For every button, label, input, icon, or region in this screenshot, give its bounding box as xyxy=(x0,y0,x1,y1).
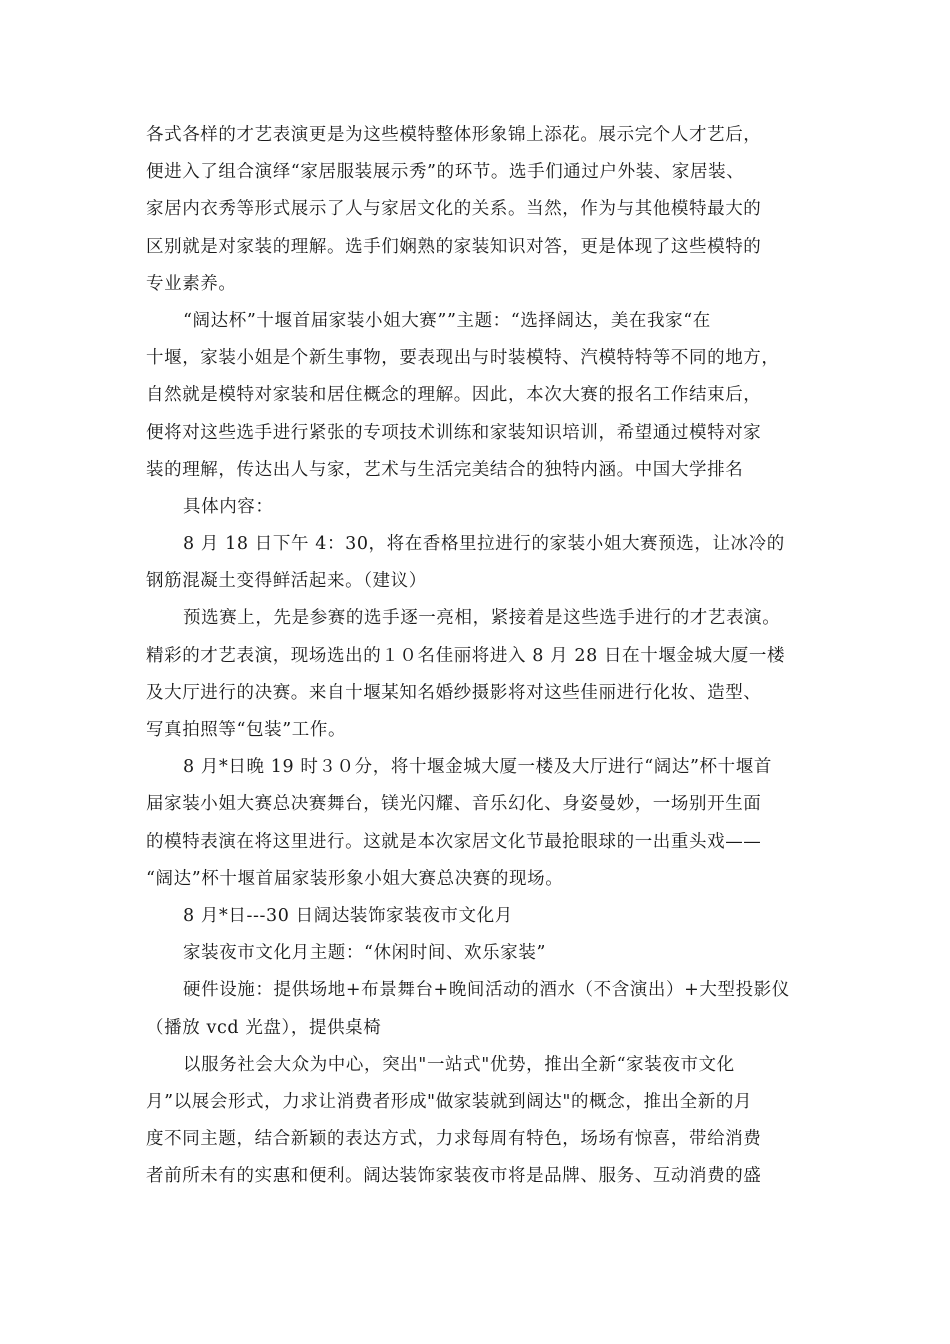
paragraph-line: 家装夜市文化月主题：“休闲时间、欢乐家装” xyxy=(183,943,546,964)
paragraph-line: 硬件设施：提供场地+布景舞台+晚间活动的酒水（不含演出）+大型投影仪 xyxy=(183,980,790,1001)
paragraph-line: 8 月*日晚 19 时３０分，将十堰金城大厦一楼及大厅进行“阔达”杯十堰首 xyxy=(183,757,772,778)
paragraph-line: 及大厅进行的决赛。来自十堰某知名婚纱摄影将对这些佳丽进行化妆、造型、 xyxy=(146,682,762,703)
paragraph-line: 便进入了组合演绎“家居服装展示秀”的环节。选手们通过户外装、家居装、 xyxy=(146,162,745,183)
section-heading: 具体内容： xyxy=(183,496,274,517)
paragraph-line: 自然就是模特对家装和居住概念的理解。因此，本次大赛的报名工作结束后， xyxy=(146,385,762,406)
paragraph-line: 写真拍照等“包装”工作。 xyxy=(146,720,347,740)
paragraph-line: 以服务社会大众为中心，突出"一站式"优势，推出全新“家装夜市文化 xyxy=(183,1054,735,1075)
paragraph-line: （播放 vcd 光盘），提供桌椅 xyxy=(146,1017,382,1038)
paragraph-line: 各式各样的才艺表演更是为这些模特整体形象锦上添花。展示完个人才艺后， xyxy=(146,125,762,145)
paragraph-line: 届家装小姐大赛总决赛舞台，镁光闪耀、音乐幻化、身姿曼妙，一场别开生面 xyxy=(146,794,762,815)
paragraph-line: 度不同主题，结合新颖的表达方式，力求每周有特色，场场有惊喜，带给消费 xyxy=(146,1129,762,1150)
paragraph-line: 区别就是对家装的理解。选手们娴熟的家装知识对答，更是体现了这些模特的 xyxy=(146,236,762,257)
paragraph-line: 的模特表演在将这里进行。这就是本次家居文化节最抢眼球的一出重头戏—— xyxy=(146,831,762,852)
paragraph-line: 月”以展会形式，力求让消费者形成"做家装就到阔达"的概念，推出全新的月 xyxy=(146,1091,753,1112)
paragraph-line: 者前所未有的实惠和便利。阔达装饰家装夜市将是品牌、服务、互动消费的盛 xyxy=(146,1166,762,1187)
paragraph-line: 8 月 18 日下午 4：30，将在香格里拉进行的家装小姐大赛预选，让冰冷的 xyxy=(183,534,785,555)
paragraph-line: 精彩的才艺表演，现场选出的１０名佳丽将进入 8 月 28 日在十堰金城大厦一楼 xyxy=(146,645,786,666)
paragraph-line: “阔达杯”十堰首届家装小姐大赛””主题：“选择阔达，美在我家“在 xyxy=(183,310,711,331)
paragraph-line: 装的理解，传达出人与家，艺术与生活完美结合的独特内涵。中国大学排名 xyxy=(146,459,744,480)
paragraph-line: 8 月*日---30 日阔达装饰家装夜市文化月 xyxy=(183,905,513,926)
paragraph-line: 家居内衣秀等形式展示了人与家居文化的关系。当然，作为与其他模特最大的 xyxy=(146,199,762,220)
paragraph-line: 十堰，家装小姐是个新生事物，要表现出与时装模特、汽模特特等不同的地方， xyxy=(146,348,780,369)
paragraph-line: 便将对这些选手进行紧张的专项技术训练和家装知识培训，希望通过模特对家 xyxy=(146,422,762,443)
paragraph-line: “阔达”杯十堰首届家装形象小姐大赛总决赛的现场。 xyxy=(146,868,564,889)
paragraph-line: 钢筋混凝土变得鲜活起来。（建议） xyxy=(146,571,427,592)
paragraph-line: 预选赛上，先是参赛的选手逐一亮相，紧接着是这些选手进行的才艺表演。 xyxy=(183,608,781,629)
document-body xyxy=(146,117,806,1195)
paragraph-line: 专业素养。 xyxy=(146,273,237,294)
